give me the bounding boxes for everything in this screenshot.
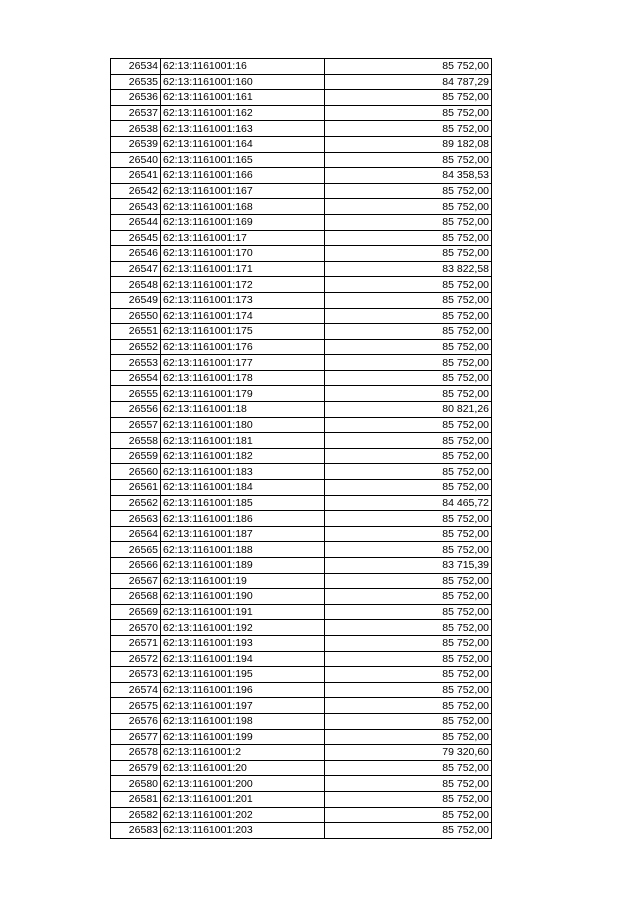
table-row — [111, 480, 492, 496]
row-number-cell: 26559 — [111, 448, 161, 464]
cadastral-value-cell: 85 752,00 — [325, 651, 492, 667]
row-number-cell: 26549 — [111, 292, 161, 308]
cadastral-number-cell: 62:13:1161001:16 — [161, 59, 325, 75]
row-number-cell: 26552 — [111, 339, 161, 355]
row-number-cell: 26562 — [111, 495, 161, 511]
cadastral-number-cell: 62:13:1161001:171 — [161, 261, 325, 277]
cadastral-value-cell: 84 358,53 — [325, 168, 492, 184]
cadastral-value-cell: 85 752,00 — [325, 729, 492, 745]
row-number-cell: 26547 — [111, 261, 161, 277]
row-number-cell: 26558 — [111, 433, 161, 449]
cadastral-number-cell: 62:13:1161001:176 — [161, 339, 325, 355]
table-row — [111, 729, 492, 745]
table-row — [111, 511, 492, 527]
row-number-cell: 26575 — [111, 698, 161, 714]
cadastral-number-cell: 62:13:1161001:166 — [161, 168, 325, 184]
cadastral-value-cell: 85 752,00 — [325, 230, 492, 246]
table-row — [111, 261, 492, 277]
table-row — [111, 698, 492, 714]
table-row — [111, 620, 492, 636]
table-row — [111, 59, 492, 75]
cadastral-number-cell: 62:13:1161001:20 — [161, 760, 325, 776]
cadastral-number-cell: 62:13:1161001:17 — [161, 230, 325, 246]
cadastral-number-cell: 62:13:1161001:179 — [161, 386, 325, 402]
cadastral-number-cell: 62:13:1161001:169 — [161, 214, 325, 230]
table-row — [111, 292, 492, 308]
table-row — [111, 246, 492, 262]
cadastral-value-cell: 85 752,00 — [325, 433, 492, 449]
cadastral-value-cell: 85 752,00 — [325, 59, 492, 75]
row-number-cell: 26573 — [111, 667, 161, 683]
cadastral-value-cell: 85 752,00 — [325, 355, 492, 371]
table-row — [111, 667, 492, 683]
row-number-cell: 26567 — [111, 573, 161, 589]
row-number-cell: 26538 — [111, 121, 161, 137]
table-row — [111, 558, 492, 574]
cadastral-value-cell: 85 752,00 — [325, 464, 492, 480]
row-number-cell: 26557 — [111, 417, 161, 433]
table-row — [111, 324, 492, 340]
cadastral-value-cell: 85 752,00 — [325, 183, 492, 199]
cadastral-number-cell: 62:13:1161001:189 — [161, 558, 325, 574]
cadastral-number-cell: 62:13:1161001:203 — [161, 823, 325, 839]
row-number-cell: 26563 — [111, 511, 161, 527]
table-row — [111, 448, 492, 464]
row-number-cell: 26553 — [111, 355, 161, 371]
cadastral-value-cell: 85 752,00 — [325, 480, 492, 496]
cadastral-number-cell: 62:13:1161001:178 — [161, 370, 325, 386]
table-row — [111, 168, 492, 184]
cadastral-value-cell: 85 752,00 — [325, 682, 492, 698]
table-row — [111, 214, 492, 230]
cadastral-number-cell: 62:13:1161001:195 — [161, 667, 325, 683]
cadastral-number-cell: 62:13:1161001:184 — [161, 480, 325, 496]
cadastral-number-cell: 62:13:1161001:187 — [161, 526, 325, 542]
row-number-cell: 26569 — [111, 604, 161, 620]
cadastral-value-cell: 85 752,00 — [325, 589, 492, 605]
table-row — [111, 433, 492, 449]
cadastral-number-cell: 62:13:1161001:175 — [161, 324, 325, 340]
table-row — [111, 791, 492, 807]
cadastral-value-cell: 84 787,29 — [325, 74, 492, 90]
table-row — [111, 464, 492, 480]
row-number-cell: 26534 — [111, 59, 161, 75]
cadastral-value-cell: 85 752,00 — [325, 339, 492, 355]
row-number-cell: 26550 — [111, 308, 161, 324]
table-row — [111, 74, 492, 90]
row-number-cell: 26579 — [111, 760, 161, 776]
table-row — [111, 355, 492, 371]
cadastral-number-cell: 62:13:1161001:172 — [161, 277, 325, 293]
cadastral-number-cell: 62:13:1161001:193 — [161, 635, 325, 651]
row-number-cell: 26541 — [111, 168, 161, 184]
cadastral-value-table — [110, 58, 492, 839]
cadastral-number-cell: 62:13:1161001:188 — [161, 542, 325, 558]
cadastral-value-cell: 85 752,00 — [325, 105, 492, 121]
cadastral-value-cell: 84 465,72 — [325, 495, 492, 511]
table-row — [111, 760, 492, 776]
table-row — [111, 386, 492, 402]
cadastral-value-cell: 85 752,00 — [325, 90, 492, 106]
cadastral-value-cell: 85 752,00 — [325, 152, 492, 168]
row-number-cell: 26546 — [111, 246, 161, 262]
cadastral-value-cell: 85 752,00 — [325, 246, 492, 262]
cadastral-number-cell: 62:13:1161001:185 — [161, 495, 325, 511]
cadastral-number-cell: 62:13:1161001:183 — [161, 464, 325, 480]
cadastral-value-cell: 85 752,00 — [325, 448, 492, 464]
document-page — [110, 58, 491, 839]
cadastral-value-cell: 79 320,60 — [325, 745, 492, 761]
cadastral-value-cell: 85 752,00 — [325, 292, 492, 308]
cadastral-number-cell: 62:13:1161001:200 — [161, 776, 325, 792]
cadastral-number-cell: 62:13:1161001:199 — [161, 729, 325, 745]
cadastral-number-cell: 62:13:1161001:194 — [161, 651, 325, 667]
table-row — [111, 230, 492, 246]
table-row — [111, 90, 492, 106]
cadastral-number-cell: 62:13:1161001:190 — [161, 589, 325, 605]
row-number-cell: 26535 — [111, 74, 161, 90]
row-number-cell: 26570 — [111, 620, 161, 636]
row-number-cell: 26542 — [111, 183, 161, 199]
cadastral-value-cell: 89 182,08 — [325, 136, 492, 152]
row-number-cell: 26571 — [111, 635, 161, 651]
table-row — [111, 573, 492, 589]
cadastral-number-cell: 62:13:1161001:160 — [161, 74, 325, 90]
table-row — [111, 682, 492, 698]
cadastral-number-cell: 62:13:1161001:18 — [161, 402, 325, 418]
row-number-cell: 26539 — [111, 136, 161, 152]
cadastral-value-cell: 85 752,00 — [325, 308, 492, 324]
cadastral-value-cell: 85 752,00 — [325, 214, 492, 230]
table-body — [111, 59, 492, 839]
cadastral-value-cell: 85 752,00 — [325, 573, 492, 589]
row-number-cell: 26555 — [111, 386, 161, 402]
cadastral-value-cell: 85 752,00 — [325, 511, 492, 527]
cadastral-value-cell: 83 822,58 — [325, 261, 492, 277]
cadastral-number-cell: 62:13:1161001:177 — [161, 355, 325, 371]
cadastral-number-cell: 62:13:1161001:170 — [161, 246, 325, 262]
cadastral-number-cell: 62:13:1161001:181 — [161, 433, 325, 449]
cadastral-number-cell: 62:13:1161001:2 — [161, 745, 325, 761]
table-row — [111, 417, 492, 433]
cadastral-number-cell: 62:13:1161001:164 — [161, 136, 325, 152]
cadastral-value-cell: 85 752,00 — [325, 776, 492, 792]
table-row — [111, 105, 492, 121]
row-number-cell: 26561 — [111, 480, 161, 496]
cadastral-number-cell: 62:13:1161001:196 — [161, 682, 325, 698]
cadastral-value-cell: 85 752,00 — [325, 713, 492, 729]
cadastral-number-cell: 62:13:1161001:202 — [161, 807, 325, 823]
table-row — [111, 807, 492, 823]
cadastral-number-cell: 62:13:1161001:162 — [161, 105, 325, 121]
row-number-cell: 26572 — [111, 651, 161, 667]
row-number-cell: 26574 — [111, 682, 161, 698]
row-number-cell: 26577 — [111, 729, 161, 745]
cadastral-value-cell: 85 752,00 — [325, 667, 492, 683]
row-number-cell: 26554 — [111, 370, 161, 386]
cadastral-value-cell: 85 752,00 — [325, 604, 492, 620]
table-row — [111, 136, 492, 152]
cadastral-number-cell: 62:13:1161001:161 — [161, 90, 325, 106]
row-number-cell: 26540 — [111, 152, 161, 168]
table-row — [111, 651, 492, 667]
table-row — [111, 152, 492, 168]
cadastral-value-cell: 85 752,00 — [325, 698, 492, 714]
row-number-cell: 26543 — [111, 199, 161, 215]
table-row — [111, 776, 492, 792]
row-number-cell: 26578 — [111, 745, 161, 761]
cadastral-number-cell: 62:13:1161001:192 — [161, 620, 325, 636]
row-number-cell: 26576 — [111, 713, 161, 729]
cadastral-number-cell: 62:13:1161001:19 — [161, 573, 325, 589]
cadastral-value-cell: 85 752,00 — [325, 370, 492, 386]
table-row — [111, 526, 492, 542]
cadastral-number-cell: 62:13:1161001:182 — [161, 448, 325, 464]
cadastral-value-cell: 85 752,00 — [325, 620, 492, 636]
row-number-cell: 26580 — [111, 776, 161, 792]
cadastral-value-cell: 85 752,00 — [325, 542, 492, 558]
row-number-cell: 26566 — [111, 558, 161, 574]
table-row — [111, 745, 492, 761]
row-number-cell: 26551 — [111, 324, 161, 340]
cadastral-number-cell: 62:13:1161001:201 — [161, 791, 325, 807]
cadastral-value-cell: 85 752,00 — [325, 635, 492, 651]
cadastral-value-cell: 85 752,00 — [325, 324, 492, 340]
row-number-cell: 26544 — [111, 214, 161, 230]
table-row — [111, 121, 492, 137]
table-row — [111, 199, 492, 215]
cadastral-value-cell: 85 752,00 — [325, 199, 492, 215]
cadastral-number-cell: 62:13:1161001:165 — [161, 152, 325, 168]
cadastral-value-cell: 85 752,00 — [325, 823, 492, 839]
cadastral-value-cell: 80 821,26 — [325, 402, 492, 418]
table-row — [111, 402, 492, 418]
table-row — [111, 542, 492, 558]
row-number-cell: 26556 — [111, 402, 161, 418]
table-row — [111, 635, 492, 651]
row-number-cell: 26548 — [111, 277, 161, 293]
row-number-cell: 26582 — [111, 807, 161, 823]
cadastral-number-cell: 62:13:1161001:191 — [161, 604, 325, 620]
cadastral-value-cell: 85 752,00 — [325, 277, 492, 293]
row-number-cell: 26560 — [111, 464, 161, 480]
table-row — [111, 589, 492, 605]
row-number-cell: 26564 — [111, 526, 161, 542]
row-number-cell: 26568 — [111, 589, 161, 605]
table-row — [111, 183, 492, 199]
cadastral-value-cell: 85 752,00 — [325, 791, 492, 807]
row-number-cell: 26583 — [111, 823, 161, 839]
table-row — [111, 277, 492, 293]
cadastral-value-cell: 85 752,00 — [325, 121, 492, 137]
cadastral-value-cell: 85 752,00 — [325, 386, 492, 402]
table-row — [111, 308, 492, 324]
row-number-cell: 26545 — [111, 230, 161, 246]
cadastral-value-cell: 85 752,00 — [325, 760, 492, 776]
cadastral-number-cell: 62:13:1161001:173 — [161, 292, 325, 308]
cadastral-value-cell: 85 752,00 — [325, 526, 492, 542]
cadastral-number-cell: 62:13:1161001:163 — [161, 121, 325, 137]
row-number-cell: 26581 — [111, 791, 161, 807]
table-row — [111, 713, 492, 729]
table-row — [111, 495, 492, 511]
cadastral-number-cell: 62:13:1161001:180 — [161, 417, 325, 433]
cadastral-value-cell: 85 752,00 — [325, 807, 492, 823]
table-row — [111, 604, 492, 620]
cadastral-number-cell: 62:13:1161001:168 — [161, 199, 325, 215]
table-row — [111, 823, 492, 839]
cadastral-value-cell: 85 752,00 — [325, 417, 492, 433]
row-number-cell: 26537 — [111, 105, 161, 121]
table-row — [111, 339, 492, 355]
row-number-cell: 26565 — [111, 542, 161, 558]
row-number-cell: 26536 — [111, 90, 161, 106]
cadastral-number-cell: 62:13:1161001:198 — [161, 713, 325, 729]
cadastral-number-cell: 62:13:1161001:186 — [161, 511, 325, 527]
cadastral-number-cell: 62:13:1161001:167 — [161, 183, 325, 199]
cadastral-value-cell: 83 715,39 — [325, 558, 492, 574]
cadastral-number-cell: 62:13:1161001:174 — [161, 308, 325, 324]
cadastral-number-cell: 62:13:1161001:197 — [161, 698, 325, 714]
table-row — [111, 370, 492, 386]
